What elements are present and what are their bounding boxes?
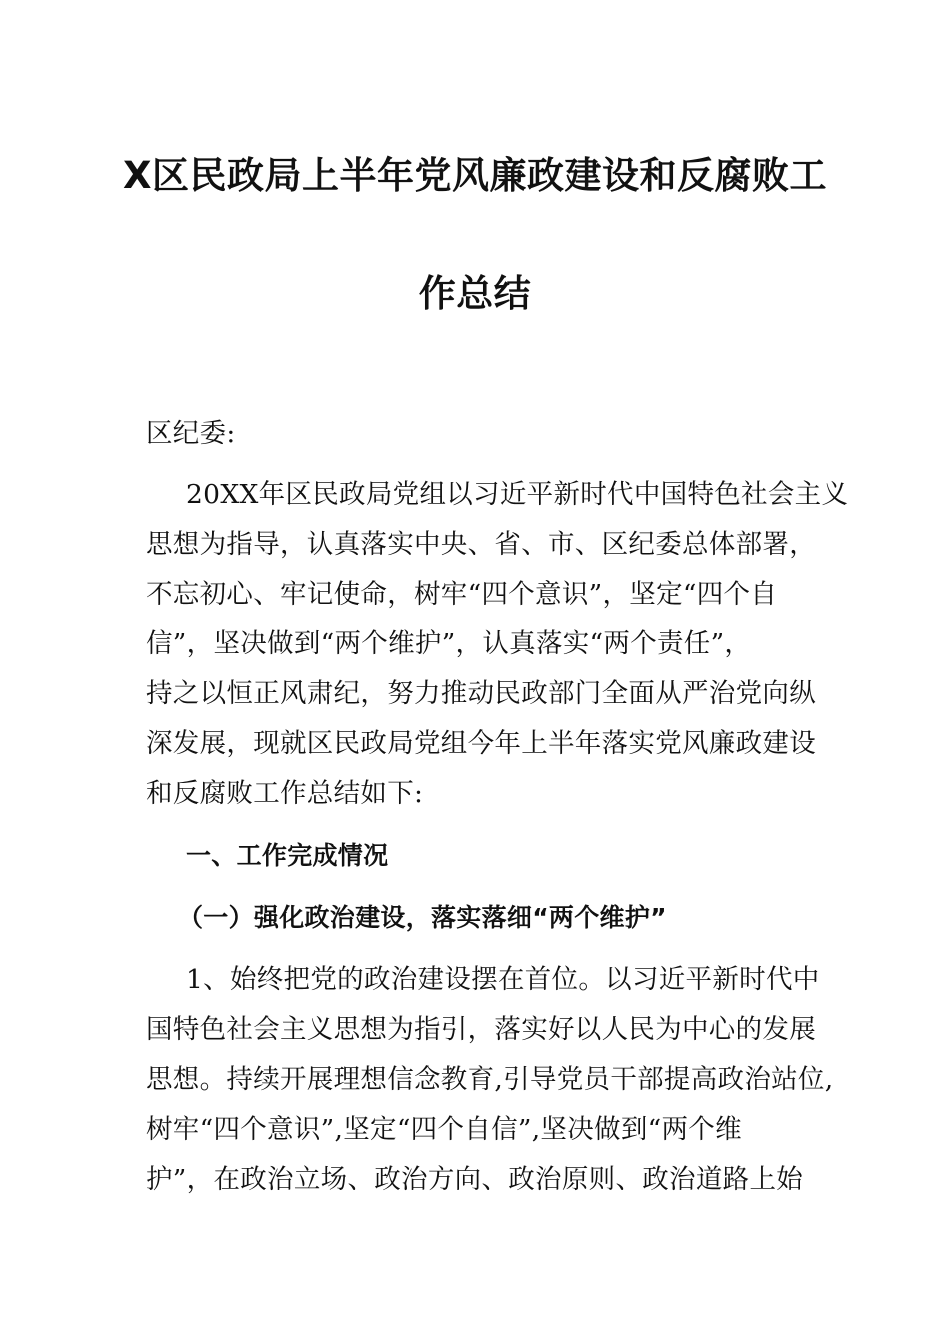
- intro-line: 和反腐败工作总结如下:: [146, 778, 424, 809]
- intro-line: 深发展，现就区民政局党组今年上半年落实党风廉政建设: [146, 728, 816, 759]
- intro-line: 不忘初心、牢记使命，树牢“四个意识”，坚定“四个自: [146, 579, 778, 610]
- subsection-heading: （一）强化政治建设，落实落细“两个维护”: [178, 903, 667, 932]
- intro-line: 持之以恒正风肃纪，努力推动民政部门全面从严治党向纵: [146, 678, 816, 709]
- body-line: 国特色社会主义思想为指引，落实好以人民为中心的发展: [146, 1014, 816, 1045]
- body-line: 1、始终把党的政治建设摆在首位。以习近平新时代中: [186, 964, 820, 995]
- section-heading: 一、工作完成情况: [186, 841, 389, 870]
- body-line: 护”，在政治立场、政治方向、政治原则、政治道路上始: [146, 1164, 804, 1195]
- intro-line: 思想为指导，认真落实中央、省、市、区纪委总体部署，: [146, 529, 816, 560]
- document-title-line-2: 作总结: [418, 272, 532, 315]
- salutation: 区纪委:: [146, 418, 236, 449]
- body-line: 思想。持续开展理想信念教育,引导党员干部提高政治站位,: [146, 1064, 834, 1095]
- intro-line: 信”，坚决做到“两个维护”，认真落实“两个责任”，: [146, 628, 752, 659]
- document-title-line-1: X区民政局上半年党风廉政建设和反腐败工: [122, 154, 828, 197]
- body-line: 树牢“四个意识”,坚定“四个自信”,坚决做到“两个维: [146, 1114, 742, 1145]
- intro-line: 20XX年区民政局党组以习近平新时代中国特色社会主义: [186, 479, 849, 510]
